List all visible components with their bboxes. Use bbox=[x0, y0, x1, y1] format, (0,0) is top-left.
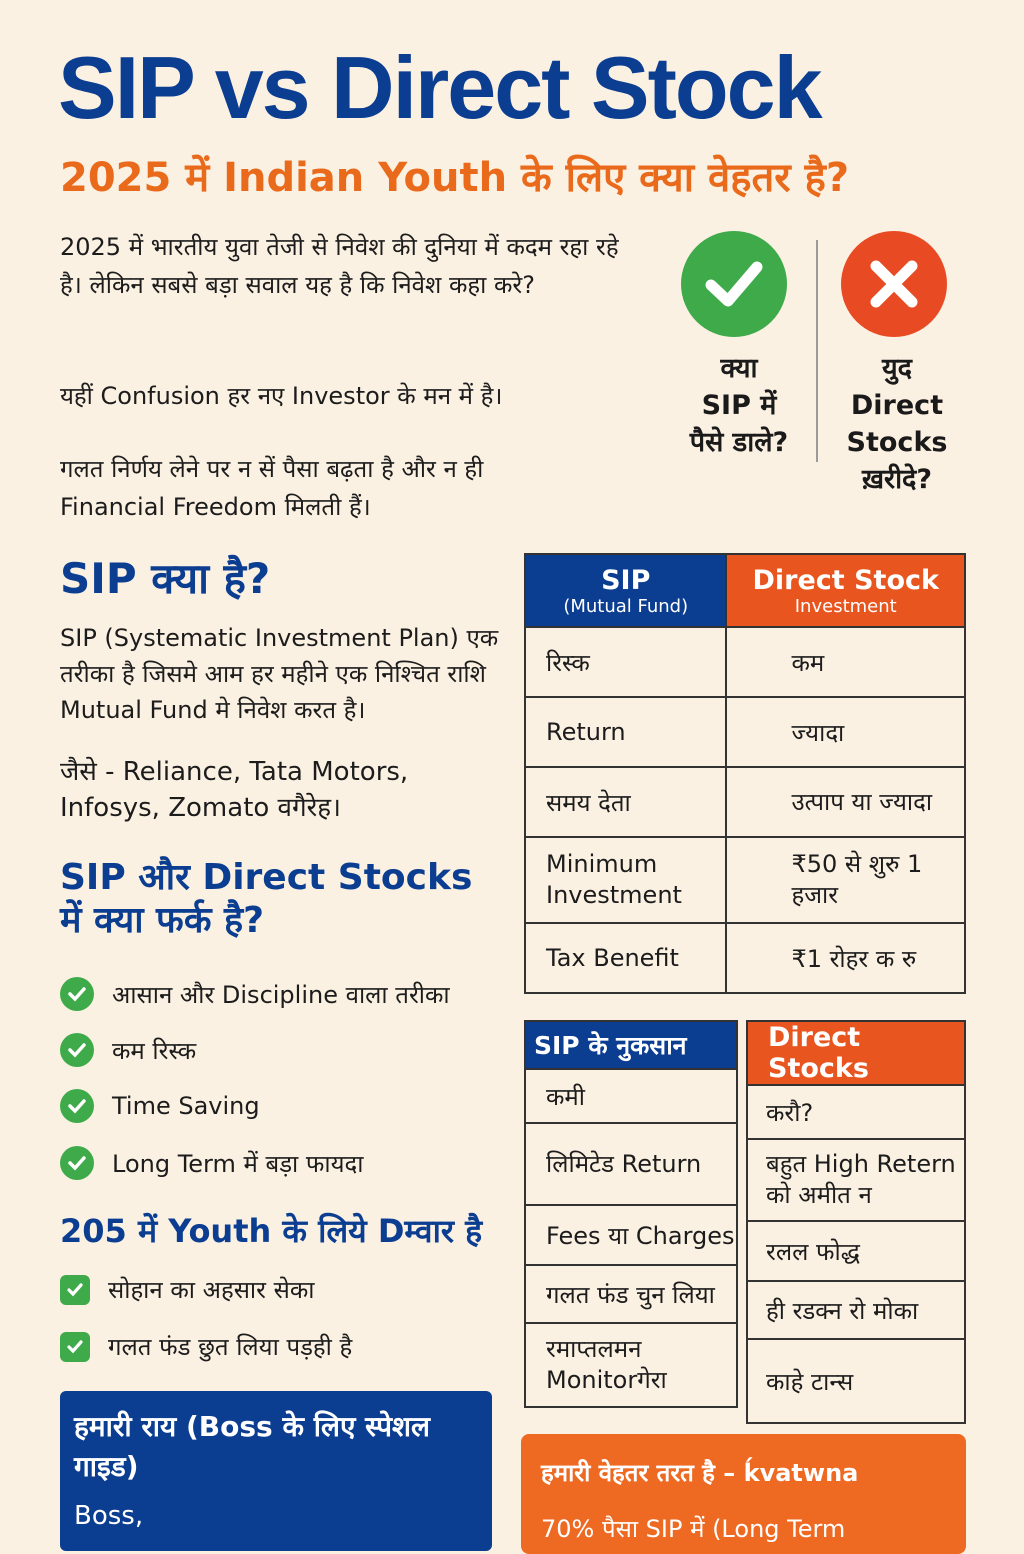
checkbox-icon bbox=[60, 1332, 90, 1362]
checkbox-icon bbox=[60, 1275, 90, 1305]
sip-question: क्या SIP में पैसे डाले? bbox=[689, 353, 789, 458]
row-label: रिस्क bbox=[525, 627, 726, 697]
row-value: कम bbox=[726, 627, 965, 697]
checkmark-icon bbox=[60, 977, 94, 1011]
table-row bbox=[525, 767, 965, 837]
list-item: कम रिस्क bbox=[60, 1033, 196, 1067]
checkmark-icon bbox=[60, 1146, 94, 1180]
table-cell: रलल फोद्ध bbox=[747, 1221, 965, 1281]
stock-column-header: Direct Stock Investment bbox=[726, 554, 965, 627]
table-cell: Fees या Charges bbox=[525, 1205, 737, 1265]
page-title: SIP vs Direct Stock bbox=[58, 38, 821, 137]
sip-heading: SIP क्या है? bbox=[60, 554, 271, 603]
check-icon bbox=[681, 231, 787, 337]
row-value: उत्पाप या ज्यादा bbox=[726, 767, 965, 837]
table-row bbox=[525, 837, 965, 923]
difference-heading: SIP और Direct Stocks में क्या फर्क है? bbox=[60, 857, 473, 942]
table-row bbox=[525, 697, 965, 767]
list-item: आसान और Discipline वाला तरीका bbox=[60, 977, 450, 1011]
boss-guide-box bbox=[60, 1391, 492, 1551]
stocks-table bbox=[746, 1020, 966, 1424]
table-cell: लिमिटेड Return bbox=[525, 1123, 737, 1205]
row-label: Tax Benefit bbox=[525, 923, 726, 993]
cross-icon bbox=[841, 231, 947, 337]
boss-guide-text: Boss, bbox=[74, 1501, 144, 1531]
intro-paragraph-1: 2025 में भारतीय युवा तेजी से निवेश की दुनिया में कदम रहा रहे है। लेकिन सबसे बड़ा सवाल यह है कि निवेश कहा करे? bbox=[60, 233, 619, 299]
row-label: Minimum Investment bbox=[525, 837, 726, 923]
table-cell: गलत फंड चुन लिया bbox=[525, 1265, 737, 1323]
checkmark-icon bbox=[60, 1033, 94, 1067]
comparison-table bbox=[524, 553, 966, 994]
list-item: गलत फंड छुत लिया पड़ही है bbox=[60, 1330, 352, 1363]
list-item: सोहान का अहसार सेका bbox=[60, 1273, 314, 1306]
table-cell: काहे टान्स bbox=[747, 1339, 965, 1423]
row-label: Return bbox=[525, 697, 726, 767]
recommendation-box bbox=[521, 1434, 966, 1554]
table-cell: बहुत High Retern को अमीत न bbox=[747, 1139, 965, 1221]
sip-cons-table bbox=[524, 1020, 738, 1408]
table-row bbox=[525, 627, 965, 697]
table-cell: कमी bbox=[525, 1069, 737, 1123]
row-label: समय देता bbox=[525, 767, 726, 837]
table-row bbox=[525, 923, 965, 993]
boss-guide-heading: हमारी राय (Boss के लिए स्पेशल गाइड) bbox=[74, 1410, 431, 1483]
row-value: ₹1 रोहर क रु bbox=[726, 923, 965, 993]
intro-paragraph-2: यहीं Confusion हर नए Investor के मन में है। bbox=[60, 382, 503, 410]
sip-description: SIP (Systematic Investment Plan) एक तरीका है जिसमे आम हर महीने एक निश्चित राशि Mutual Fund मे निवेश करत है। bbox=[60, 624, 499, 724]
row-value: ज्यादा bbox=[726, 697, 965, 767]
stocks-header: Direct Stocks bbox=[747, 1021, 965, 1085]
checkmark-icon bbox=[60, 1089, 94, 1123]
row-value: ₹50 से शुरु 1 हजार bbox=[726, 837, 965, 923]
sip-examples: जैसे - Reliance, Tata Motors, Infosys, Zomato वगैरेह। bbox=[60, 757, 409, 823]
list-item: Long Term में बड़ा फायदा bbox=[60, 1146, 363, 1180]
table-cell: करौ? bbox=[747, 1085, 965, 1139]
table-cell: रमाप्तलमन Monitorगेरा bbox=[525, 1323, 737, 1407]
sip-cons-header: SIP के नुकसान bbox=[525, 1021, 737, 1069]
recommendation-text: 70% पैसा SIP में (Long Term bbox=[541, 1515, 846, 1543]
list-item: Time Saving bbox=[60, 1089, 260, 1123]
stocks-question: युद Direct Stocks ख़रीदे? bbox=[846, 353, 948, 495]
page-subtitle: 2025 में Indian Youth के लिए क्या वेहतर है? bbox=[60, 155, 850, 201]
youth-heading: 205 में Youth के लिये Dम्वार है bbox=[60, 1212, 483, 1250]
recommendation-heading: हमारी वेहतर तरत है – ḱvatwna bbox=[541, 1459, 859, 1487]
intro-paragraph-3: गलत निर्णय लेने पर न सें पैसा बढ़ता है और न ही Financial Freedom मिलती हैं। bbox=[60, 455, 484, 521]
sip-column-header: SIP (Mutual Fund) bbox=[525, 554, 726, 627]
table-cell: ही रडक्न रो मोका bbox=[747, 1281, 965, 1339]
